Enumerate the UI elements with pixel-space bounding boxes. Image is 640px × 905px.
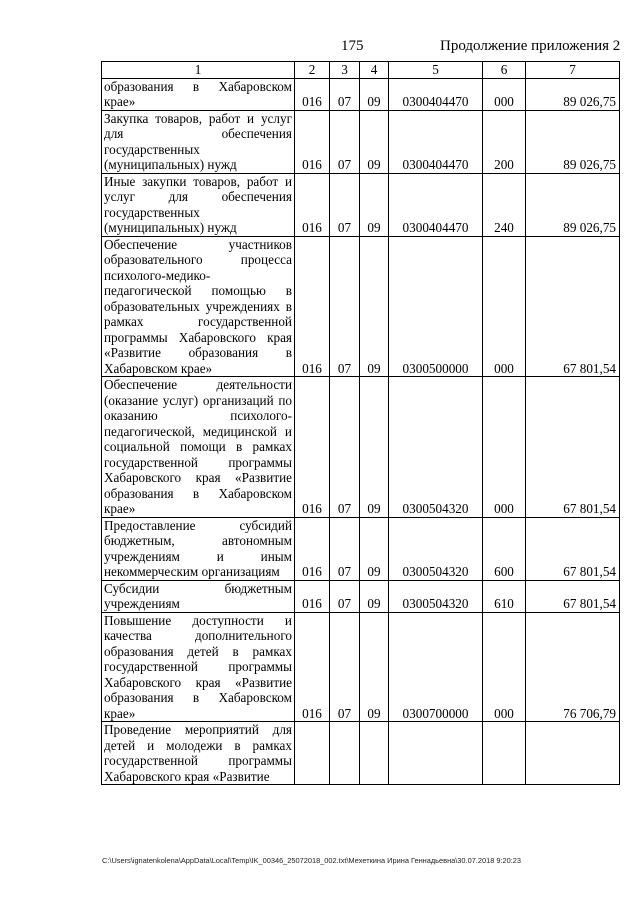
col-header-2: 2 (295, 62, 330, 79)
budget-table (101, 61, 620, 785)
row-amount: 67 801,54 (526, 517, 620, 580)
row-amount: 89 026,75 (526, 110, 620, 173)
row-ministry: 016 (295, 517, 330, 580)
row-subsection: 09 (360, 78, 389, 110)
row-expense-type: 000 (483, 377, 526, 518)
row-subsection: 09 (360, 612, 389, 722)
row-target: 0300504320 (389, 377, 483, 518)
continuation-note: Продолжение приложения 2 (440, 38, 621, 54)
row-expense-type: 000 (483, 612, 526, 722)
table-row (102, 612, 620, 722)
row-ministry: 016 (295, 78, 330, 110)
row-ministry: 016 (295, 236, 330, 377)
row-target: 0300404470 (389, 173, 483, 236)
row-expense-type (483, 722, 526, 785)
row-section: 07 (330, 612, 360, 722)
table-row (102, 110, 620, 173)
row-amount: 76 706,79 (526, 612, 620, 722)
table-row (102, 236, 620, 377)
table-row (102, 377, 620, 518)
row-name: Предоставление субсидий бюджетным, автономным учреждениям и иным некоммерческим организациям (102, 517, 295, 580)
table-row (102, 722, 620, 785)
row-section: 07 (330, 173, 360, 236)
row-name: Обеспечение деятельности (оказание услуг) организаций по оказанию психолого-педагогической, медицинской и социальной помощи в рамках государственной программы Хабаровского края «Развитие образования в Хабаровском крае» (102, 377, 295, 518)
col-header-7: 7 (526, 62, 620, 79)
page-number: 175 (341, 38, 364, 54)
row-name: Повышение доступности и качества дополнительного образования детей в рамках государственной программы Хабаровского края «Развитие образования в Хабаровском крае» (102, 612, 295, 722)
row-ministry: 016 (295, 377, 330, 518)
row-section: 07 (330, 517, 360, 580)
row-section: 07 (330, 377, 360, 518)
row-expense-type: 610 (483, 580, 526, 612)
row-subsection (360, 722, 389, 785)
col-header-5: 5 (389, 62, 483, 79)
row-name: образования в Хабаровском крае» (102, 78, 295, 110)
header-row (102, 62, 620, 79)
row-target: 0300700000 (389, 612, 483, 722)
table-row (102, 580, 620, 612)
row-expense-type: 000 (483, 236, 526, 377)
row-section: 07 (330, 580, 360, 612)
row-expense-type: 240 (483, 173, 526, 236)
row-ministry: 016 (295, 110, 330, 173)
col-header-6: 6 (483, 62, 526, 79)
row-subsection: 09 (360, 110, 389, 173)
row-expense-type: 600 (483, 517, 526, 580)
row-target: 0300504320 (389, 517, 483, 580)
row-name: Обеспечение участников образовательного процесса психолого-медико-педагогической помощью в образовательных учреждениях в рамках государственной программы Хабаровского края «Развитие образования в Хабаровском крае» (102, 236, 295, 377)
row-ministry: 016 (295, 612, 330, 722)
row-target: 0300404470 (389, 78, 483, 110)
row-name: Иные закупки товаров, работ и услуг для обеспечения государственных (муниципальных) нужд (102, 173, 295, 236)
row-name: Закупка товаров, работ и услуг для обеспечения государственных (муниципальных) нужд (102, 110, 295, 173)
row-target: 0300500000 (389, 236, 483, 377)
row-amount (526, 722, 620, 785)
row-expense-type: 000 (483, 78, 526, 110)
row-target (389, 722, 483, 785)
row-section: 07 (330, 78, 360, 110)
row-expense-type: 200 (483, 110, 526, 173)
row-target: 0300404470 (389, 110, 483, 173)
col-header-3: 3 (330, 62, 360, 79)
row-name: Проведение мероприятий для детей и молодежи в рамках государственной программы Хабаровского края «Развитие (102, 722, 295, 785)
table-row (102, 173, 620, 236)
row-section: 07 (330, 110, 360, 173)
row-amount: 67 801,54 (526, 236, 620, 377)
row-subsection: 09 (360, 580, 389, 612)
row-ministry (295, 722, 330, 785)
row-subsection: 09 (360, 236, 389, 377)
row-amount: 67 801,54 (526, 377, 620, 518)
col-header-1: 1 (102, 62, 295, 79)
file-path-footer: C:\Users\ignatenkolena\AppData\Local\Temp\IK_00346_25072018_002.txt\Мехеткина Ирина Геннадьевна\30.07.2018 9:20:23 (102, 856, 522, 865)
table-row (102, 517, 620, 580)
row-subsection: 09 (360, 377, 389, 518)
row-amount: 89 026,75 (526, 173, 620, 236)
row-name: Субсидии бюджетным учреждениям (102, 580, 295, 612)
row-amount: 67 801,54 (526, 580, 620, 612)
row-target: 0300504320 (389, 580, 483, 612)
row-subsection: 09 (360, 517, 389, 580)
row-amount: 89 026,75 (526, 78, 620, 110)
col-header-4: 4 (360, 62, 389, 79)
table-row (102, 78, 620, 110)
row-ministry: 016 (295, 173, 330, 236)
row-ministry: 016 (295, 580, 330, 612)
row-subsection: 09 (360, 173, 389, 236)
row-section (330, 722, 360, 785)
row-section: 07 (330, 236, 360, 377)
